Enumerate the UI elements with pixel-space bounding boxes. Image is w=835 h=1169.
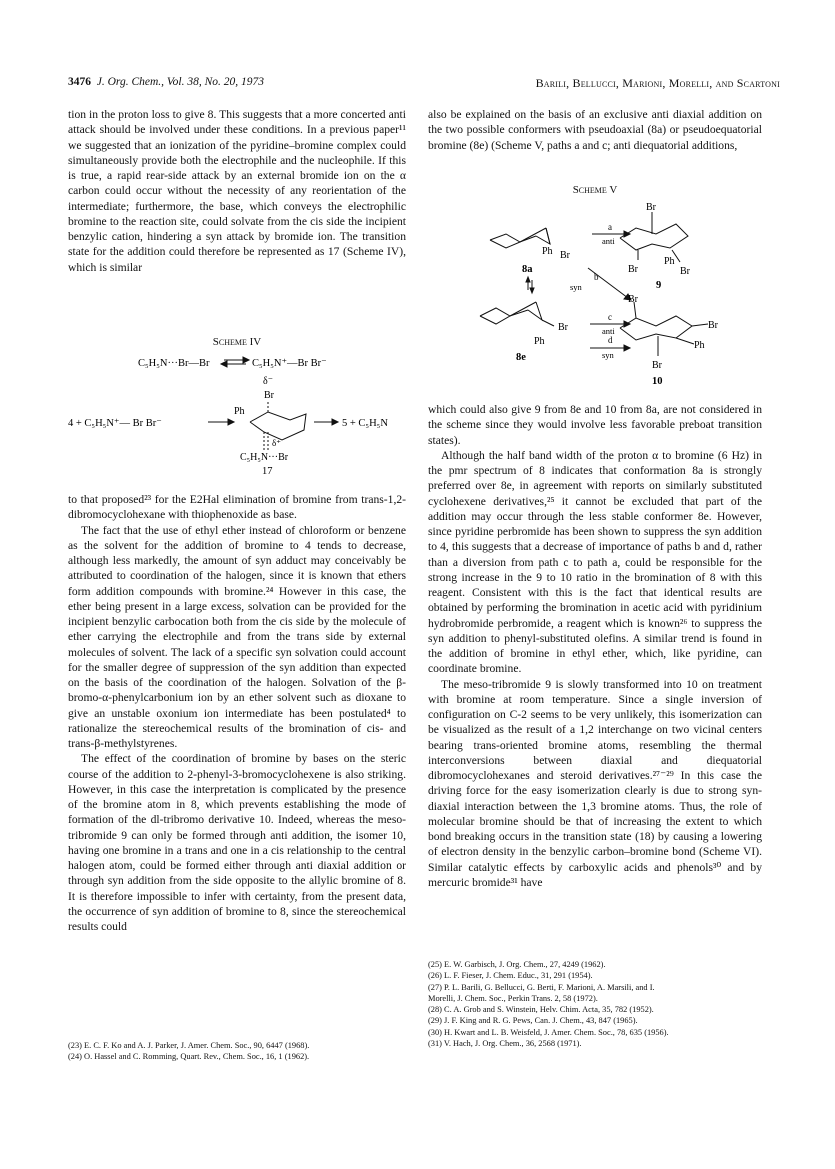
path-c-label: c [608,312,612,322]
phenyl-label-9: Ph [664,256,675,267]
footnote: (28) C. A. Grob and S. Winstein, Helv. Chim. Acta, 35, 782 (1952). [428,1005,654,1015]
bottom-group-label: C₅H₅N···Br [240,452,289,463]
footnote: (24) O. Hassel and C. Romming, Quart. Rev., Chem. Soc., 16, 1 (1962). [68,1052,310,1062]
footnote: (31) V. Hach, J. Org. Chem., 36, 2568 (1971). [428,1039,582,1049]
left-column-top [68,107,406,275]
compound-9-structure [620,212,688,262]
scheme-v-figure [470,198,730,394]
paragraph: to that proposed²³ for the E2Hal elimination of bromine from trans-1,2-dibromocyclohexane with thiophenoxide as base. [68,493,406,522]
paragraph: Although the half band width of the proton α to bromine (6 Hz) in the pmr spectrum of 8 indicates that conformation 8a is strongly preferred over 8e, in agreement with reports on similarly substituted cyclohexene derivatives,²⁵ it cannot be excluded that part of the addition may occur through the less stable conformer 8e. However, since pyridine perbromide has been shown to suppress the syn addition to 4, this suggests that a decrease of importance of paths b and d, rather than a diversion from path c to path a, could be responsible for the strong increase in the 9 to 10 ratio in the bromination of 8 with this reagent. Consistent with this is the fact that identical results are obtained by performing the bromination in acetic acid with pyridinium hydrobromide perbromide, a reagent which is known²⁶ to suppress the syn addition to phenyl-substituted olefins. A similar trend is found in the addition of bromine in ethyl ether, which, like pyridine, can coordinate bromine. [428,448,762,676]
paragraph: which could also give 9 from 8e and 10 from 8a, are not considered in the scheme since they would involve less favorable preboat transition states). [428,403,762,447]
paragraph: tion in the proton loss to give 8. This suggests that a more concerted anti attack should be involved under these conditions. In a previous paper¹¹ we suggested that an ionization of the pyridine–bromine complex could simultaneously provide both the electrophile and the nucleophile. If this is true, a rapid rear-side attack by an external bromide ion on the α carbon could occur without the necessity of any reorientation of the intermediate; furthermore, the base, which conveys the electrophilic bromine to the reaction site, could solvate from the cis side the incipient benzylic cation, hindering a syn attack by bromide ion. The transition state for the addition could therefore be represented as 17 (Scheme IV), which is similar [68,108,406,274]
bromine-label-9-left: Br [628,264,638,275]
footnote: (26) L. F. Fieser, J. Chem. Educ., 31, 291 (1954). [428,971,593,981]
delta-minus-label: δ⁻ [263,376,273,387]
paragraph: also be explained on the basis of an exclusive anti diaxial addition on the two possible conformers with pseudoaxial (8a) or pseudoequatorial bromine (8e) (Scheme V, paths a and c; anti diequatorial additions, [428,108,762,152]
phenyl-label-10: Ph [694,340,705,351]
conformer-8a-structure [490,228,550,248]
bromine-top-label: Br [264,390,274,401]
footnote: (23) E. C. F. Ko and A. J. Parker, J. Amer. Chem. Soc., 90, 6447 (1968). [68,1041,310,1050]
footnote: (29) J. F. King and R. G. Pews, Can. J. Chem., 43, 847 (1965). [428,1016,638,1026]
compound-8e-label: 8e [516,352,526,363]
footnotes-right [428,959,762,1049]
left-column-bottom [68,492,406,934]
compound-10-label: 10 [652,376,663,387]
bromine-label-8e: Br [558,322,568,333]
bromine-label-9-top: Br [646,202,656,213]
path-b-label: b [594,272,599,282]
equilibrium-arrow [221,357,249,367]
compound-9-label: 9 [656,280,662,291]
scheme-iv-eq2-left: 4 + C₅H₅N⁺— Br Br⁻ [68,418,162,429]
bromine-label-10-top: Br [628,294,638,305]
right-column-top [428,107,762,153]
journal-citation: J. Org. Chem., Vol. 38, No. 20, 1973 [96,76,265,88]
running-header-authors: Barili, Bellucci, Marioni, Morelli, and Scartoni [535,76,780,90]
bromine-label-8a: Br [560,250,570,261]
path-b-syn-label: syn [570,282,582,292]
bromine-label-10-bottom: Br [652,360,662,371]
page-number: 3476 [68,76,91,88]
conformer-8e-structure [480,302,554,326]
reaction-arrow-left [208,419,234,425]
bromine-label-9-right: Br [680,266,690,277]
paragraph: The meso-tribromide 9 is slowly transformed into 10 on treatment with bromine at room temperature. Since a single inversion of configuration on C-2 seems to be very unlikely, this isomerization can be visualized as the result of a 1,2 interchange on two vicinal centers bearing trans-oriented bromine atoms, resembling the thermal interconversions between diaxial and diequatorial dibromocyclohexanes and steroid derivatives.²⁷⁻²⁹ In this case the driving force for the easy isomerization clearly is due to strong syn-diaxial interaction between the 1,3 bromine atoms. Thus, the role of molecular bromine should be that of increasing the extent to which bond breaking occurs in the transition state (18) by causing a lowering of electron density in the benzylic carbon–bromine bond (Scheme VI). Similar catalytic effects by carboxylic acids and phenols³⁰ and by mercuric bromide³¹ have [428,677,762,889]
reaction-arrow-right [314,419,338,425]
paragraph: The effect of the coordination of bromine by bases on the steric course of the addition to 2-phenyl-3-bromocyclohexene is also striking. However, in this case the interpretation is complicated by the presence of the bromine atom in 8, which prevents establishing the mode of formation of the dl-tribromo derivative 10. Indeed, whereas the meso-tribromide 9 can only be formed through anti addition, the isomer 10, having one bromine in a trans and one in a cis relationship to the central halogen atom, could be formed either through anti diaxial addition or through syn addition from the side opposite to the allylic bromine of 8. It is therefore impossible to infer with certainty, from the present data, the occurrence of syn addition of bromine to 8, since the stereochemical results could [68,752,406,933]
paragraph: The fact that the use of ethyl ether instead of chloroform or benzene as the solvent for the addition of bromine to 4 tends to decrease, although less markedly, the amount of syn adduct may conceivably be attributed to coordination of the halogen, since it is known that ethers form addition compounds with bromine.²⁴ However in this case, the ether being present in a large excess, solvation can be provided for the incipient benzylic carbocation both from the cis side by the molecule of ether carrying the electrophile and from the trans side by external molecules of solvent. The lack of a specific syn solvation could account for the smaller degree of suppression of the syn addition than expected on the basis of the coordination of the halogen. Solvation of the β-bromo-α-phenylcarbonium ion by an ether solvent such as dioxane to give an unstable oxonium ion intermediate has been postulated⁴ to rationalize the stereochemical results of the bromination of cis- and trans-β-methylstyrenes. [68,523,406,750]
path-d-syn-label: syn [602,350,614,360]
path-d-label: d [608,335,613,345]
compound-8a-label: 8a [522,264,533,275]
scheme-v-title: Scheme V [572,184,618,196]
scheme-iv-figure [68,350,406,480]
bromine-label-10-right: Br [708,320,718,331]
phenyl-label: Ph [234,406,245,417]
scheme-iv-eq1-right: C₅H₅N⁺—Br Br⁻ [252,358,327,369]
footnote: (25) E. W. Garbisch, J. Org. Chem., 27, 4249 (1962). [428,960,606,969]
conformer-equilibrium-arrows [526,277,534,293]
right-column-bottom [428,402,762,890]
scheme-iv-eq1-left: C₅H₅N···Br—Br [138,358,210,369]
delta-plus-label: δ⁺ [272,438,281,448]
footnote: Morelli, J. Chem. Soc., Perkin Trans. 2, 58 (1972). [428,993,598,1003]
path-a-label: a [608,222,612,232]
footnotes-left [68,1040,408,1063]
path-c-anti-label: anti [602,326,615,336]
scheme-iv-eq2-right: 5 + C₅H₅N [342,418,388,429]
phenyl-label-8a: Ph [542,246,553,257]
phenyl-label-8e: Ph [534,336,545,347]
path-a-anti-label: anti [602,236,615,246]
running-header-left [68,76,264,88]
compound-17-label: 17 [262,466,273,477]
footnote: (27) P. L. Barili, G. Bellucci, G. Berti, F. Marioni, A. Marsili, and I. [428,982,655,992]
scheme-iv-title: Scheme IV [212,336,262,348]
footnote: (30) H. Kwart and L. B. Weisfeld, J. Amer. Chem. Soc., 78, 635 (1956). [428,1027,669,1037]
